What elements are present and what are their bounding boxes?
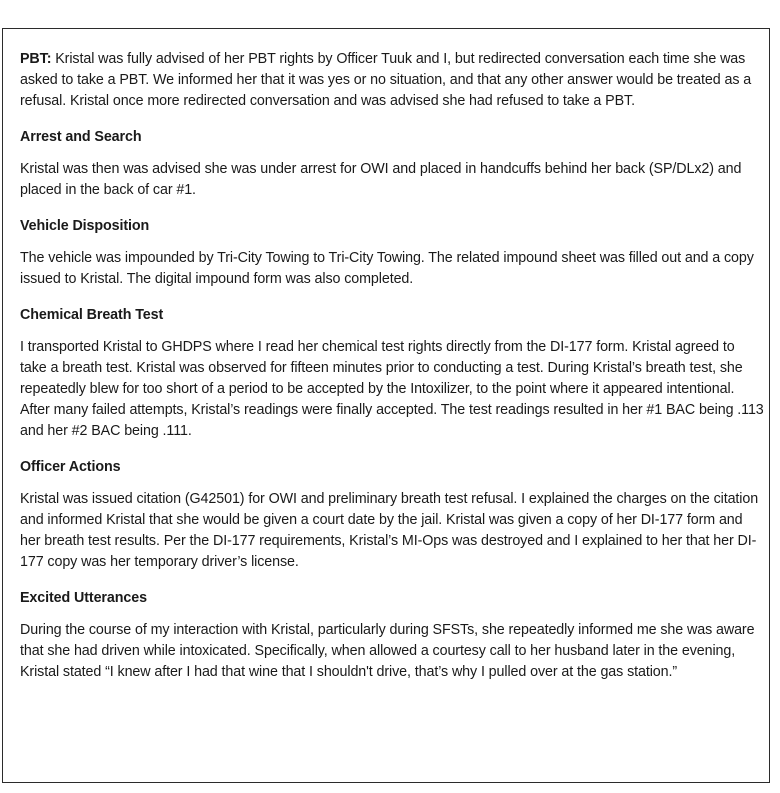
pbt-paragraph xyxy=(20,49,765,112)
pbt-text: Kristal was fully advised of her PBT rights by Officer Tuuk and I, but redirected conversation each time she was asked to take a PBT. We informed her that it was yes or no situation, and that any other answer would be treated as a refusal. Kristal once more redirected conversation and was advised she had refused to take a PBT. xyxy=(20,51,752,109)
section-heading-arrest-and-search: Arrest and Search xyxy=(20,129,142,145)
section-heading-vehicle-disposition: Vehicle Disposition xyxy=(20,218,150,234)
section-heading-excited-utterances: Excited Utterances xyxy=(20,590,147,606)
section-text-excited-utterances: During the course of my interaction with Kristal, particularly during SFSTs, she repeatedly informed me she was aware that she had driven while intoxicated. Specifically, when allowed a courtesy call to her husband later in the evening, Kristal stated “I knew after I had that wine that I shouldn't drive, that’s why I pulled over at the gas station.” xyxy=(20,622,755,680)
section-text-arrest-and-search: Kristal was then was advised she was under arrest for OWI and placed in handcuffs behind her back (SP/DLx2) and placed in the back of car #1. xyxy=(20,161,742,198)
pbt-label: PBT: xyxy=(20,51,52,67)
section-text-officer-actions: Kristal was issued citation (G42501) for OWI and preliminary breath test refusal. I explained the charges on the citation and informed Kristal that she would be given a court date by the jail. Kristal was given a copy of her DI-177 form and her breath test results. Per the DI-177 requirements, Kristal’s MI-Ops was destroyed and I explained to her that her DI-177 copy was her temporary driver’s license. xyxy=(20,491,759,570)
section-heading-chemical-breath-test: Chemical Breath Test xyxy=(20,307,164,323)
section-heading-officer-actions: Officer Actions xyxy=(20,459,121,475)
section-text-chemical-breath-test: I transported Kristal to GHDPS where I read her chemical test rights directly from the DI-177 form. Kristal agreed to take a breath test. Kristal was observed for fifteen minutes prior to conducting a test. During Kristal’s breath test, she repeatedly blew for too short of a period to be accepted by the Intoxilizer, to the point where it appeared intentional. After many failed attempts, Kristal’s readings were finally accepted. The test readings resulted in her #1 BAC being .113 and her #2 BAC being .111. xyxy=(20,339,764,439)
section-text-vehicle-disposition: The vehicle was impounded by Tri-City Towing to Tri-City Towing. The related impound sheet was filled out and a copy issued to Kristal. The digital impound form was also completed. xyxy=(20,250,754,287)
report-body xyxy=(20,49,765,698)
